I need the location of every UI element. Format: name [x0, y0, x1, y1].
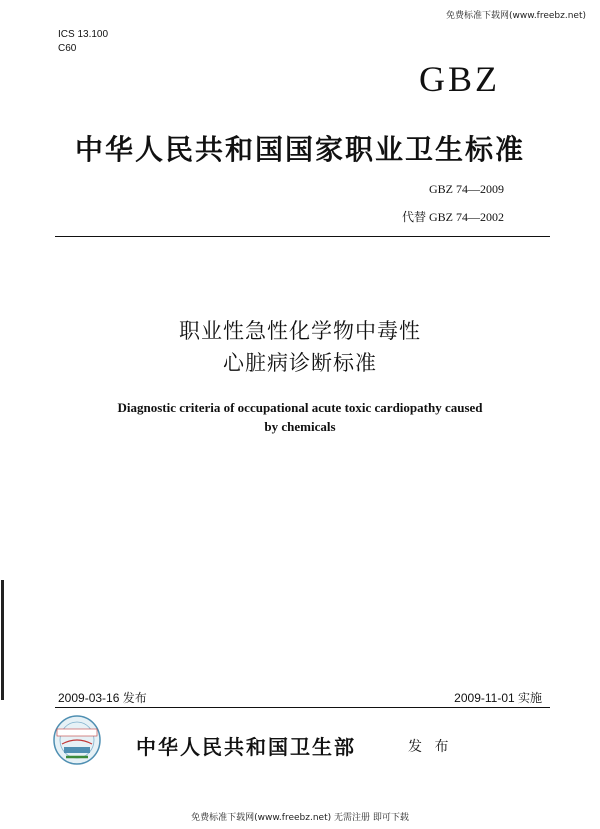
watermark-top: 免费标准下载网(www.freebz.net)	[446, 11, 586, 21]
scan-edge-mark	[1, 580, 4, 700]
bottom-divider	[55, 707, 550, 708]
cn-title-line2: 心脏病诊断标准	[223, 351, 377, 375]
en-title-line1: Diagnostic criteria of occupational acute toxic cardiopathy caused	[117, 400, 483, 415]
ccs-code: C60	[58, 43, 77, 54]
publish-label: 发 布	[408, 739, 453, 755]
standard-number: GBZ 74—2009	[429, 182, 504, 196]
cn-title-line1: 职业性急性化学物中毒性	[179, 319, 421, 343]
ics-code: ICS 13.100	[58, 29, 109, 40]
classification-codes	[58, 28, 108, 56]
gbz-logo: GBZ	[419, 59, 500, 99]
replaces-number: 代替 GBZ 74—2002	[401, 210, 504, 224]
en-title-line2: by chemicals	[264, 419, 336, 434]
publisher-logo-icon	[52, 714, 102, 766]
standard-title: 中华人民共和国国家职业卫生标准	[74, 133, 525, 166]
top-divider	[55, 236, 550, 237]
en-title	[0, 398, 600, 436]
publisher-name: 中华人民共和国卫生部	[136, 735, 356, 759]
watermark-bottom: 免费标准下载网(www.freebz.net) 无需注册 即可下载	[191, 813, 409, 823]
implementation-date: 2009-11-01 实施	[454, 691, 542, 705]
issue-date: 2009-03-16 发布	[58, 691, 147, 705]
